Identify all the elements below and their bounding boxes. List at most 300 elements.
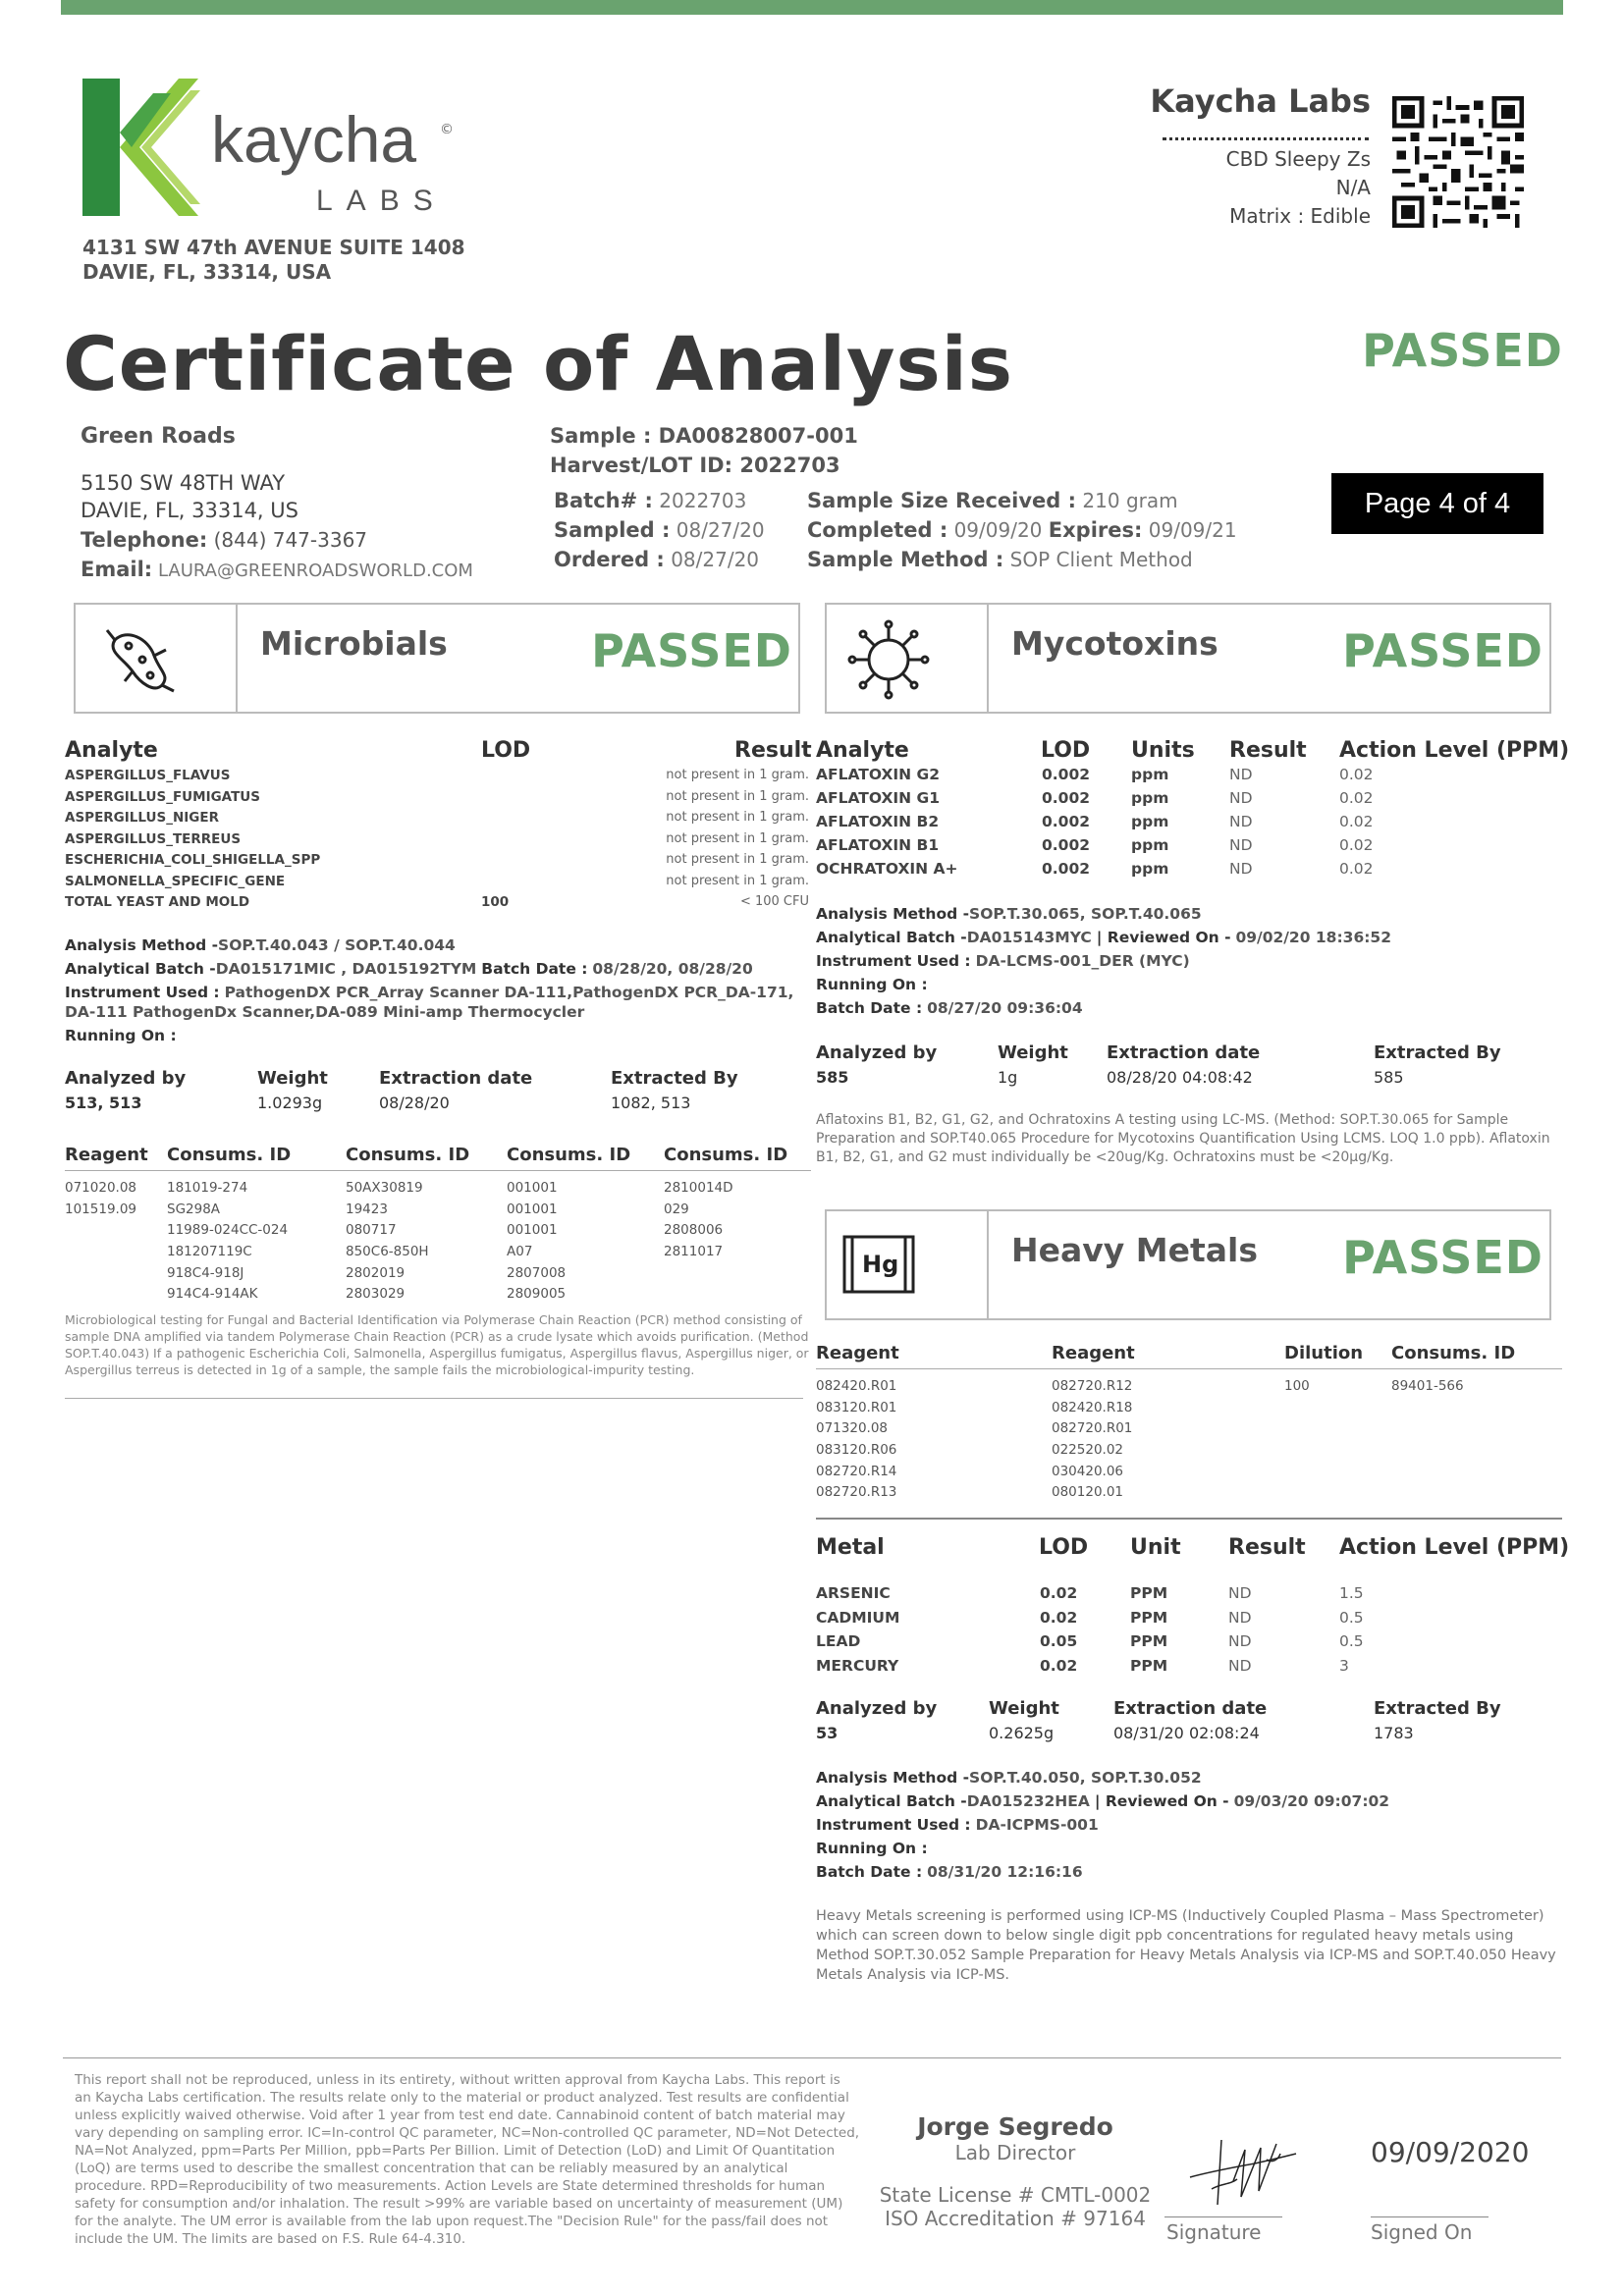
signed-date: 09/09/2020	[1371, 2136, 1530, 2168]
reagent-cell: 001001	[507, 1180, 558, 1196]
kaycha-logo-icon	[82, 79, 200, 216]
reagent-cell: 2810014D	[664, 1180, 733, 1196]
table-row	[65, 789, 809, 811]
completed-label: Completed :	[807, 518, 948, 542]
product-name: CBD Sleepy Zs	[1225, 147, 1371, 171]
micro-result: not present in 1 gram.	[666, 873, 809, 888]
reagent-cell: 918C4-918J	[167, 1264, 244, 1281]
heavy-metals-panel	[825, 1209, 1551, 1320]
hm-analyzed-by-value: 53	[816, 1724, 839, 1742]
hm-metal: MERCURY	[816, 1656, 899, 1675]
myco-units: ppm	[1131, 813, 1169, 830]
logo-wordmark: kaycha	[211, 103, 417, 176]
micro-running-on: Running On :	[65, 1027, 177, 1044]
myco-batch-label: Analytical Batch -	[816, 929, 967, 946]
myco-units: ppm	[1131, 836, 1169, 854]
client-name: Green Roads	[81, 424, 236, 449]
myco-extracted-by-value: 585	[1374, 1068, 1404, 1087]
myco-batch-date-label: Batch Date :	[816, 999, 923, 1017]
reagent-row	[816, 1400, 1562, 1421]
micro-analyte: ASPERGILLUS_NIGER	[65, 810, 219, 826]
method-value: SOP Client Method	[1009, 548, 1193, 571]
product-na: N/A	[1335, 176, 1371, 199]
iso-accreditation: ISO Accreditation # 97164	[885, 2207, 1146, 2230]
hm-batch-label: Analytical Batch -	[816, 1792, 967, 1810]
myco-action-level: 0.02	[1339, 860, 1374, 878]
myco-result: ND	[1229, 813, 1253, 830]
mycotoxins-status: PASSED	[1342, 624, 1543, 677]
reagent-cell: 001001	[507, 1201, 558, 1217]
lab-name: Kaycha Labs	[1150, 82, 1371, 120]
micro-result: not present in 1 gram.	[666, 810, 809, 825]
reagent-cell: 850C6-850H	[346, 1244, 429, 1260]
sample-id-line	[550, 424, 858, 448]
myco-action-level: 0.02	[1339, 789, 1374, 807]
hm-result: ND	[1228, 1656, 1252, 1675]
hm-lod: 0.02	[1040, 1656, 1078, 1675]
hm-reagent-header-1: Reagent	[816, 1343, 899, 1363]
hm-analysis-method-label: Analysis Method -	[816, 1769, 970, 1787]
reagent-cell: 50AX30819	[346, 1180, 423, 1196]
myco-lod: 0.002	[1042, 813, 1091, 830]
micro-weight-value: 1.0293g	[257, 1094, 323, 1112]
reagent-cell: 082720.R12	[1052, 1378, 1133, 1394]
table-row	[65, 874, 809, 895]
microbials-rows	[65, 768, 809, 916]
myco-weight-value: 1g	[998, 1068, 1018, 1087]
table-row	[816, 860, 1562, 883]
hm-analyzed-by-header: Analyzed by	[816, 1698, 938, 1719]
harvest-label: Harvest/LOT ID:	[550, 454, 733, 477]
hm-result: ND	[1228, 1632, 1252, 1650]
reagent-cell: 914C4-914AK	[167, 1286, 258, 1303]
micro-section-divider	[65, 1398, 803, 1399]
table-row	[816, 766, 1562, 789]
table-row	[65, 768, 809, 789]
telephone-value: (844) 747-3367	[213, 528, 368, 552]
reagent-row	[816, 1464, 1562, 1485]
micro-analyte: ASPERGILLUS_FLAVUS	[65, 768, 231, 783]
hm-unit: PPM	[1130, 1632, 1168, 1650]
table-row	[816, 1584, 1562, 1609]
micro-analysis-method-label: Analysis Method -	[65, 936, 219, 954]
page-indicator: Page 4 of 4	[1331, 473, 1543, 534]
reagent-cell: 2808006	[664, 1222, 724, 1239]
hm-batch-date	[816, 1863, 1083, 1881]
hm-batch-date-value: 08/31/20 12:16:16	[927, 1863, 1083, 1881]
table-row	[816, 813, 1562, 836]
myco-action-level: 0.02	[1339, 813, 1374, 830]
reagent-cell: 181019-274	[167, 1180, 248, 1196]
lab-info-block	[1150, 82, 1371, 120]
micro-consums-header-4: Consums. ID	[664, 1145, 788, 1165]
hm-action-level: 3	[1339, 1656, 1349, 1675]
micro-lod: 100	[481, 894, 510, 910]
hm-instrument-label: Instrument Used :	[816, 1816, 971, 1834]
myco-instrument	[816, 952, 1190, 970]
sampled-label: Sampled :	[554, 518, 671, 542]
email-label: Email:	[81, 558, 153, 581]
reagent-row	[816, 1378, 1562, 1400]
hm-reviewed-value: 09/03/20 09:07:02	[1233, 1792, 1390, 1810]
registered-icon: ©	[440, 122, 454, 137]
hg-element-icon	[842, 1233, 921, 1298]
myco-extraction-value: 08/28/20 04:08:42	[1107, 1068, 1253, 1087]
hm-section-divider	[816, 1518, 1562, 1520]
hm-weight-value: 0.2625g	[989, 1724, 1055, 1742]
hm-reagent-divider	[816, 1368, 1562, 1369]
myco-result: ND	[1229, 860, 1253, 878]
myco-lod: 0.002	[1042, 766, 1091, 783]
harvest-line	[550, 454, 840, 477]
hm-weight-header: Weight	[989, 1698, 1059, 1719]
myco-header-lod: LOD	[1041, 738, 1091, 763]
myco-analyzed-by-header: Analyzed by	[816, 1042, 938, 1063]
myco-lod: 0.002	[1042, 836, 1091, 854]
micro-instrument	[65, 984, 811, 1001]
reagent-cell: 082420.R18	[1052, 1399, 1133, 1415]
hm-extraction-header: Extraction date	[1113, 1698, 1268, 1719]
method-label: Sample Method :	[807, 548, 1004, 571]
micro-extraction-header: Extraction date	[379, 1068, 533, 1089]
reagent-cell: 19423	[346, 1201, 388, 1217]
reagent-cell: 029	[664, 1201, 689, 1217]
reagent-row	[65, 1244, 811, 1265]
hm-header-metal: Metal	[816, 1535, 885, 1560]
micro-batch-label: Analytical Batch -	[65, 960, 216, 978]
micro-batch-date-value: 08/28/20, 08/28/20	[592, 960, 753, 978]
reagent-cell: 083120.R01	[816, 1399, 897, 1415]
myco-reviewed-label: | Reviewed On -	[1096, 929, 1231, 946]
micro-consums-header-2: Consums. ID	[346, 1145, 470, 1165]
micro-reagent-divider	[65, 1170, 811, 1171]
hm-unit: PPM	[1130, 1656, 1168, 1675]
hm-extraction-value: 08/31/20 02:08:24	[1113, 1724, 1260, 1742]
expires-value: 09/09/21	[1148, 518, 1237, 542]
reagent-row	[65, 1180, 811, 1201]
micro-header-result: Result	[734, 738, 812, 763]
client-address-line1: 5150 SW 48TH WAY	[81, 471, 286, 495]
micro-result: not present in 1 gram.	[666, 788, 809, 804]
table-row	[65, 852, 809, 874]
reagent-cell: 082420.R01	[816, 1378, 897, 1394]
mycotoxin-rows	[816, 766, 1562, 883]
myco-extraction-header: Extraction date	[1107, 1042, 1261, 1063]
myco-analysis-method	[816, 905, 1202, 923]
size-label: Sample Size Received :	[807, 489, 1077, 512]
license-block	[878, 2183, 1153, 2230]
table-row	[816, 1657, 1562, 1682]
micro-instrument-line1: PathogenDX PCR_Array Scanner DA-111,PathogenDX PCR_DA-171,	[224, 984, 794, 1001]
myco-units: ppm	[1131, 789, 1169, 807]
product-info	[1226, 145, 1371, 231]
micro-extracted-by-value: 1082, 513	[611, 1094, 691, 1112]
micro-extraction-value: 08/28/20	[379, 1094, 450, 1112]
micro-analytical-batch	[65, 960, 753, 978]
micro-method-note: Microbiological testing for Fungal and Bacterial Identification via Polymerase Chain Reaction (PCR) method consisting of sample DNA amplified via tandem Polymerase Chain Reaction (PCR) as a crude lysate which avoids purification. (Method SOP.T.40.043) If a pathogenic Escherichia Coli, Salmonella, Aspergillus fumigatus, Aspergillus flavus, Aspergillus niger, or Aspergillus terreus is detected in 1g of a sample, the sample fails the microbiological-impurity testing.	[65, 1312, 809, 1377]
expires-label: Expires:	[1048, 518, 1143, 542]
batch-label: Batch# :	[554, 489, 653, 512]
myco-weight-header: Weight	[998, 1042, 1068, 1063]
page-title: Certificate of Analysis	[63, 320, 1014, 407]
size-value: 210 gram	[1082, 489, 1178, 512]
hm-method-note: Heavy Metals screening is performed using ICP-MS (Inductively Coupled Plasma – Mass Spectrometer) which can screen down to below single digit ppb concentrations for regulated heavy metals using Method SOP.T.30.052 Sample Preparation for Heavy Metals Analysis via ICP-MS and SOP.T.40.050 Heavy Metals Analysis via ICP-MS.	[816, 1908, 1556, 1983]
myco-analysis-method-value: SOP.T.30.065, SOP.T.40.065	[969, 905, 1202, 923]
myco-batch-value: DA015143MYC	[966, 929, 1092, 946]
micro-analyte: ASPERGILLUS_FUMIGATUS	[65, 788, 260, 805]
myco-result: ND	[1229, 789, 1253, 807]
mycotoxins-panel	[825, 603, 1551, 714]
myco-units: ppm	[1131, 766, 1169, 783]
signer-block	[878, 2112, 1153, 2164]
reagent-cell: SG298A	[167, 1201, 221, 1217]
hm-consums-header: Consums. ID	[1391, 1343, 1516, 1363]
hm-metal: CADMIUM	[816, 1608, 900, 1627]
footer-divider	[63, 2057, 1561, 2058]
micro-weight-header: Weight	[257, 1068, 328, 1089]
reagent-cell: 080717	[346, 1222, 397, 1239]
micro-analysis-method-value: SOP.T.40.043 / SOP.T.40.044	[218, 936, 456, 954]
reagent-row	[816, 1420, 1562, 1442]
completed-value: 09/09/20	[953, 518, 1043, 542]
myco-analyte: OCHRATOXIN A+	[816, 860, 958, 878]
sampled-value: 08/27/20	[676, 518, 765, 542]
hg-symbol: Hg	[862, 1251, 899, 1278]
signed-on-label: Signed On	[1371, 2220, 1473, 2244]
myco-analysis-method-label: Analysis Method -	[816, 905, 970, 923]
hm-header-action: Action Level (PPM)	[1339, 1535, 1570, 1560]
sample-label: Sample :	[550, 424, 652, 448]
reagent-row	[65, 1222, 811, 1244]
sample-dates-right	[807, 486, 1237, 574]
reagent-cell: 001001	[507, 1222, 558, 1239]
micro-analyzed-by-value: 513, 513	[65, 1094, 142, 1112]
sample-dates-left	[554, 486, 765, 574]
myco-instrument-label: Instrument Used :	[816, 952, 971, 970]
hm-result: ND	[1228, 1608, 1252, 1627]
myco-analyte: AFLATOXIN B1	[816, 836, 940, 854]
logo-subtext: LABS	[316, 185, 447, 217]
table-row	[816, 1632, 1562, 1657]
myco-header-units: Units	[1131, 738, 1195, 763]
signed-on-line	[1371, 2216, 1489, 2217]
myco-reviewed-value: 09/02/20 18:36:52	[1235, 929, 1392, 946]
hm-metal: LEAD	[816, 1632, 861, 1650]
hm-reviewed-label: | Reviewed On -	[1094, 1792, 1229, 1810]
hm-unit: PPM	[1130, 1608, 1168, 1627]
micro-instrument-label: Instrument Used :	[65, 984, 220, 1001]
reagent-row	[816, 1484, 1562, 1506]
overall-status-badge: PASSED	[1362, 324, 1563, 377]
qr-code-icon	[1392, 96, 1524, 228]
reagent-cell: 083120.R06	[816, 1442, 897, 1459]
myco-header-action: Action Level (PPM)	[1339, 738, 1570, 763]
hm-extracted-by-header: Extracted By	[1374, 1698, 1501, 1719]
micro-result: not present in 1 gram.	[666, 768, 809, 782]
microbials-status: PASSED	[591, 624, 792, 677]
micro-reagent-rows	[65, 1180, 811, 1308]
hm-analysis-method-value: SOP.T.40.050, SOP.T.30.052	[969, 1769, 1202, 1787]
myco-batch-date	[816, 999, 1083, 1017]
myco-instrument-value: DA-LCMS-001_DER (MYC)	[975, 952, 1190, 970]
reagent-cell: 2811017	[664, 1244, 724, 1260]
reagent-row	[65, 1201, 811, 1223]
myco-analyte: AFLATOXIN G1	[816, 789, 941, 807]
reagent-cell: 89401-566	[1391, 1378, 1464, 1394]
hm-analysis-method	[816, 1769, 1202, 1787]
signature-label: Signature	[1166, 2220, 1262, 2244]
bacteria-icon	[97, 620, 186, 703]
micro-analysis-method	[65, 936, 456, 954]
micro-reagent-header: Reagent	[65, 1145, 148, 1165]
micro-analyte: ESCHERICHIA_COLI_SHIGELLA_SPP	[65, 852, 321, 868]
reagent-cell: 11989-024CC-024	[167, 1222, 289, 1239]
myco-analytical-batch	[816, 929, 1391, 946]
heavy-metals-icon-box	[827, 1211, 989, 1318]
hm-unit: PPM	[1130, 1584, 1168, 1602]
hm-dilution-header: Dilution	[1284, 1343, 1364, 1363]
table-row	[816, 1609, 1562, 1633]
microbials-panel	[74, 603, 800, 714]
reagent-cell: 101519.09	[65, 1201, 137, 1217]
hm-header-unit: Unit	[1130, 1535, 1181, 1560]
hm-lod: 0.02	[1040, 1608, 1078, 1627]
client-address-line2: DAVIE, FL, 33314, US	[81, 499, 298, 522]
myco-lod: 0.002	[1042, 860, 1091, 878]
micro-batch-date-label: Batch Date :	[481, 960, 588, 978]
hm-analytical-batch	[816, 1792, 1389, 1810]
hm-lod: 0.02	[1040, 1584, 1078, 1602]
hm-result: ND	[1228, 1584, 1252, 1602]
signature-line	[1164, 2216, 1282, 2217]
microbials-title: Microbials	[260, 624, 448, 663]
micro-analyte: TOTAL YEAST AND MOLD	[65, 894, 250, 910]
top-accent-bar	[61, 0, 1563, 15]
reagent-row	[65, 1286, 811, 1308]
heavy-metal-rows	[816, 1584, 1562, 1681]
table-row	[65, 894, 809, 916]
micro-consums-header-1: Consums. ID	[167, 1145, 292, 1165]
reagent-cell: A07	[507, 1244, 533, 1260]
reagent-cell: 082720.R01	[1052, 1420, 1133, 1437]
table-row	[816, 836, 1562, 860]
sample-id: DA00828007-001	[658, 424, 858, 448]
batch-value: 2022703	[659, 489, 747, 512]
hm-running-on: Running On :	[816, 1840, 928, 1857]
myco-analyte: AFLATOXIN B2	[816, 813, 940, 830]
reagent-cell: 082720.R14	[816, 1463, 897, 1479]
reagent-cell: 181207119C	[167, 1244, 252, 1260]
micro-analyzed-by-header: Analyzed by	[65, 1068, 187, 1089]
hm-extracted-by-value: 1783	[1374, 1724, 1414, 1742]
hm-instrument-value: DA-ICPMS-001	[975, 1816, 1099, 1834]
reagent-cell: 100	[1284, 1378, 1310, 1394]
micro-analyte: ASPERGILLUS_TERREUS	[65, 830, 242, 847]
reagent-cell: 2807008	[507, 1264, 567, 1281]
client-telephone	[81, 528, 367, 552]
micro-extracted-by-header: Extracted By	[611, 1068, 738, 1089]
hm-lod: 0.05	[1040, 1632, 1078, 1650]
telephone-label: Telephone:	[81, 528, 208, 552]
reagent-row	[65, 1265, 811, 1287]
myco-units: ppm	[1131, 860, 1169, 878]
reagent-cell: 071320.08	[816, 1420, 889, 1437]
reagent-cell: 2802019	[346, 1264, 406, 1281]
table-row	[65, 831, 809, 853]
myco-analyte: AFLATOXIN G2	[816, 766, 941, 783]
micro-consums-header-3: Consums. ID	[507, 1145, 631, 1165]
micro-header-lod: LOD	[481, 738, 531, 763]
myco-result: ND	[1229, 766, 1253, 783]
hm-reagent-rows	[816, 1378, 1562, 1506]
table-row	[65, 810, 809, 831]
signer-name: Jorge Segredo	[917, 2112, 1113, 2141]
myco-action-level: 0.02	[1339, 836, 1374, 854]
myco-lod: 0.002	[1042, 789, 1091, 807]
harvest-id: 2022703	[739, 454, 840, 477]
heavy-metals-title: Heavy Metals	[1011, 1231, 1258, 1269]
myco-extracted-by-header: Extracted By	[1374, 1042, 1501, 1063]
footer-disclaimer: This report shall not be reproduced, unless in its entirety, without written approval from Kaycha Labs. This report is an Kaycha Labs certification. The results relate only to the material or product analyzed. Test results are confidential unless explicitly waived otherwise. Void after 1 year from test end date. Cannabinoid content of batch material may vary depending on sampling error. IC=In-control QC parameter, NC=Non-controlled QC parameter, ND=Not Detected, NA=Not Analyzed, ppm=Parts Per Million, ppb=Parts Per Billion. Limit of Detection (LoD) and Limit Of Quantitation (LoQ) are terms used to describe the smallest concentration that can be reliably measured by an analytical procedure. RPD=Reproducibility of two measurements. Action Levels are State determined thresholds for human safety for consumption and/or inhalation. The result >99% are variable based on uncertainty of measurement (UM) for the analyte. The UM error is available from the lab upon request.The "Decision Rule" for the pass/fail does not include the UM. The limits are based on F.S. Rule 64-4.310.	[75, 2072, 860, 2247]
myco-header-analyte: Analyte	[816, 738, 909, 763]
reagent-cell: 030420.06	[1052, 1463, 1124, 1479]
hm-action-level: 0.5	[1339, 1608, 1364, 1627]
hm-header-result: Result	[1228, 1535, 1306, 1560]
mycotoxins-icon-box	[827, 605, 989, 712]
micro-header-analyte: Analyte	[65, 738, 158, 763]
hm-batch-value: DA015232HEA	[966, 1792, 1090, 1810]
myco-batch-date-value: 08/27/20 09:36:04	[927, 999, 1083, 1017]
reagent-cell: 022520.02	[1052, 1442, 1124, 1459]
signature-image	[1182, 2120, 1300, 2218]
reagent-cell: 2803029	[346, 1286, 406, 1303]
hm-action-level: 0.5	[1339, 1632, 1364, 1650]
client-email	[81, 558, 473, 581]
virus-icon	[844, 618, 933, 705]
lab-address-line2: DAVIE, FL, 33314, USA	[82, 260, 332, 284]
reagent-cell: 082720.R13	[816, 1484, 897, 1501]
ordered-label: Ordered :	[554, 548, 665, 571]
ordered-value: 08/27/20	[671, 548, 760, 571]
hm-header-lod: LOD	[1039, 1535, 1089, 1560]
dotted-divider	[1163, 137, 1369, 140]
signer-title: Lab Director	[954, 2141, 1076, 2164]
product-matrix: Matrix : Edible	[1229, 204, 1371, 228]
myco-running-on: Running On :	[816, 976, 928, 993]
myco-method-note: Aflatoxins B1, B2, G1, G2, and Ochratoxins A testing using LC-MS. (Method: SOP.T.30.065 for Sample Preparation and SOP.T40.065 Procedure for Mycotoxins Quantification Using LCMS. LOQ 1.0 ppb). Aflatoxin B1, B2, G1, and G2 must individually be <20ug/Kg. Ochratoxins must be <20µg/Kg.	[816, 1112, 1550, 1165]
state-license: State License # CMTL-0002	[879, 2183, 1152, 2207]
hm-action-level: 1.5	[1339, 1584, 1364, 1602]
hm-metal: ARSENIC	[816, 1584, 891, 1602]
lab-address-line1: 4131 SW 47th AVENUE SUITE 1408	[82, 236, 465, 259]
micro-result: < 100 CFU	[739, 894, 809, 909]
reagent-row	[816, 1442, 1562, 1464]
microbials-icon-box	[76, 605, 238, 712]
table-row	[816, 789, 1562, 813]
micro-result: not present in 1 gram.	[666, 852, 809, 867]
heavy-metals-status: PASSED	[1342, 1231, 1543, 1284]
myco-header-result: Result	[1229, 738, 1307, 763]
email-value: LAURA@GREENROADSWORLD.COM	[157, 561, 473, 581]
hm-instrument	[816, 1816, 1099, 1834]
reagent-cell: 080120.01	[1052, 1484, 1124, 1501]
reagent-cell: 071020.08	[65, 1180, 137, 1196]
micro-result: not present in 1 gram.	[666, 830, 809, 846]
hm-batch-date-label: Batch Date :	[816, 1863, 923, 1881]
reagent-cell: 2809005	[507, 1286, 567, 1303]
myco-analyzed-by-value: 585	[816, 1068, 849, 1087]
hm-reagent-header-2: Reagent	[1052, 1343, 1135, 1363]
